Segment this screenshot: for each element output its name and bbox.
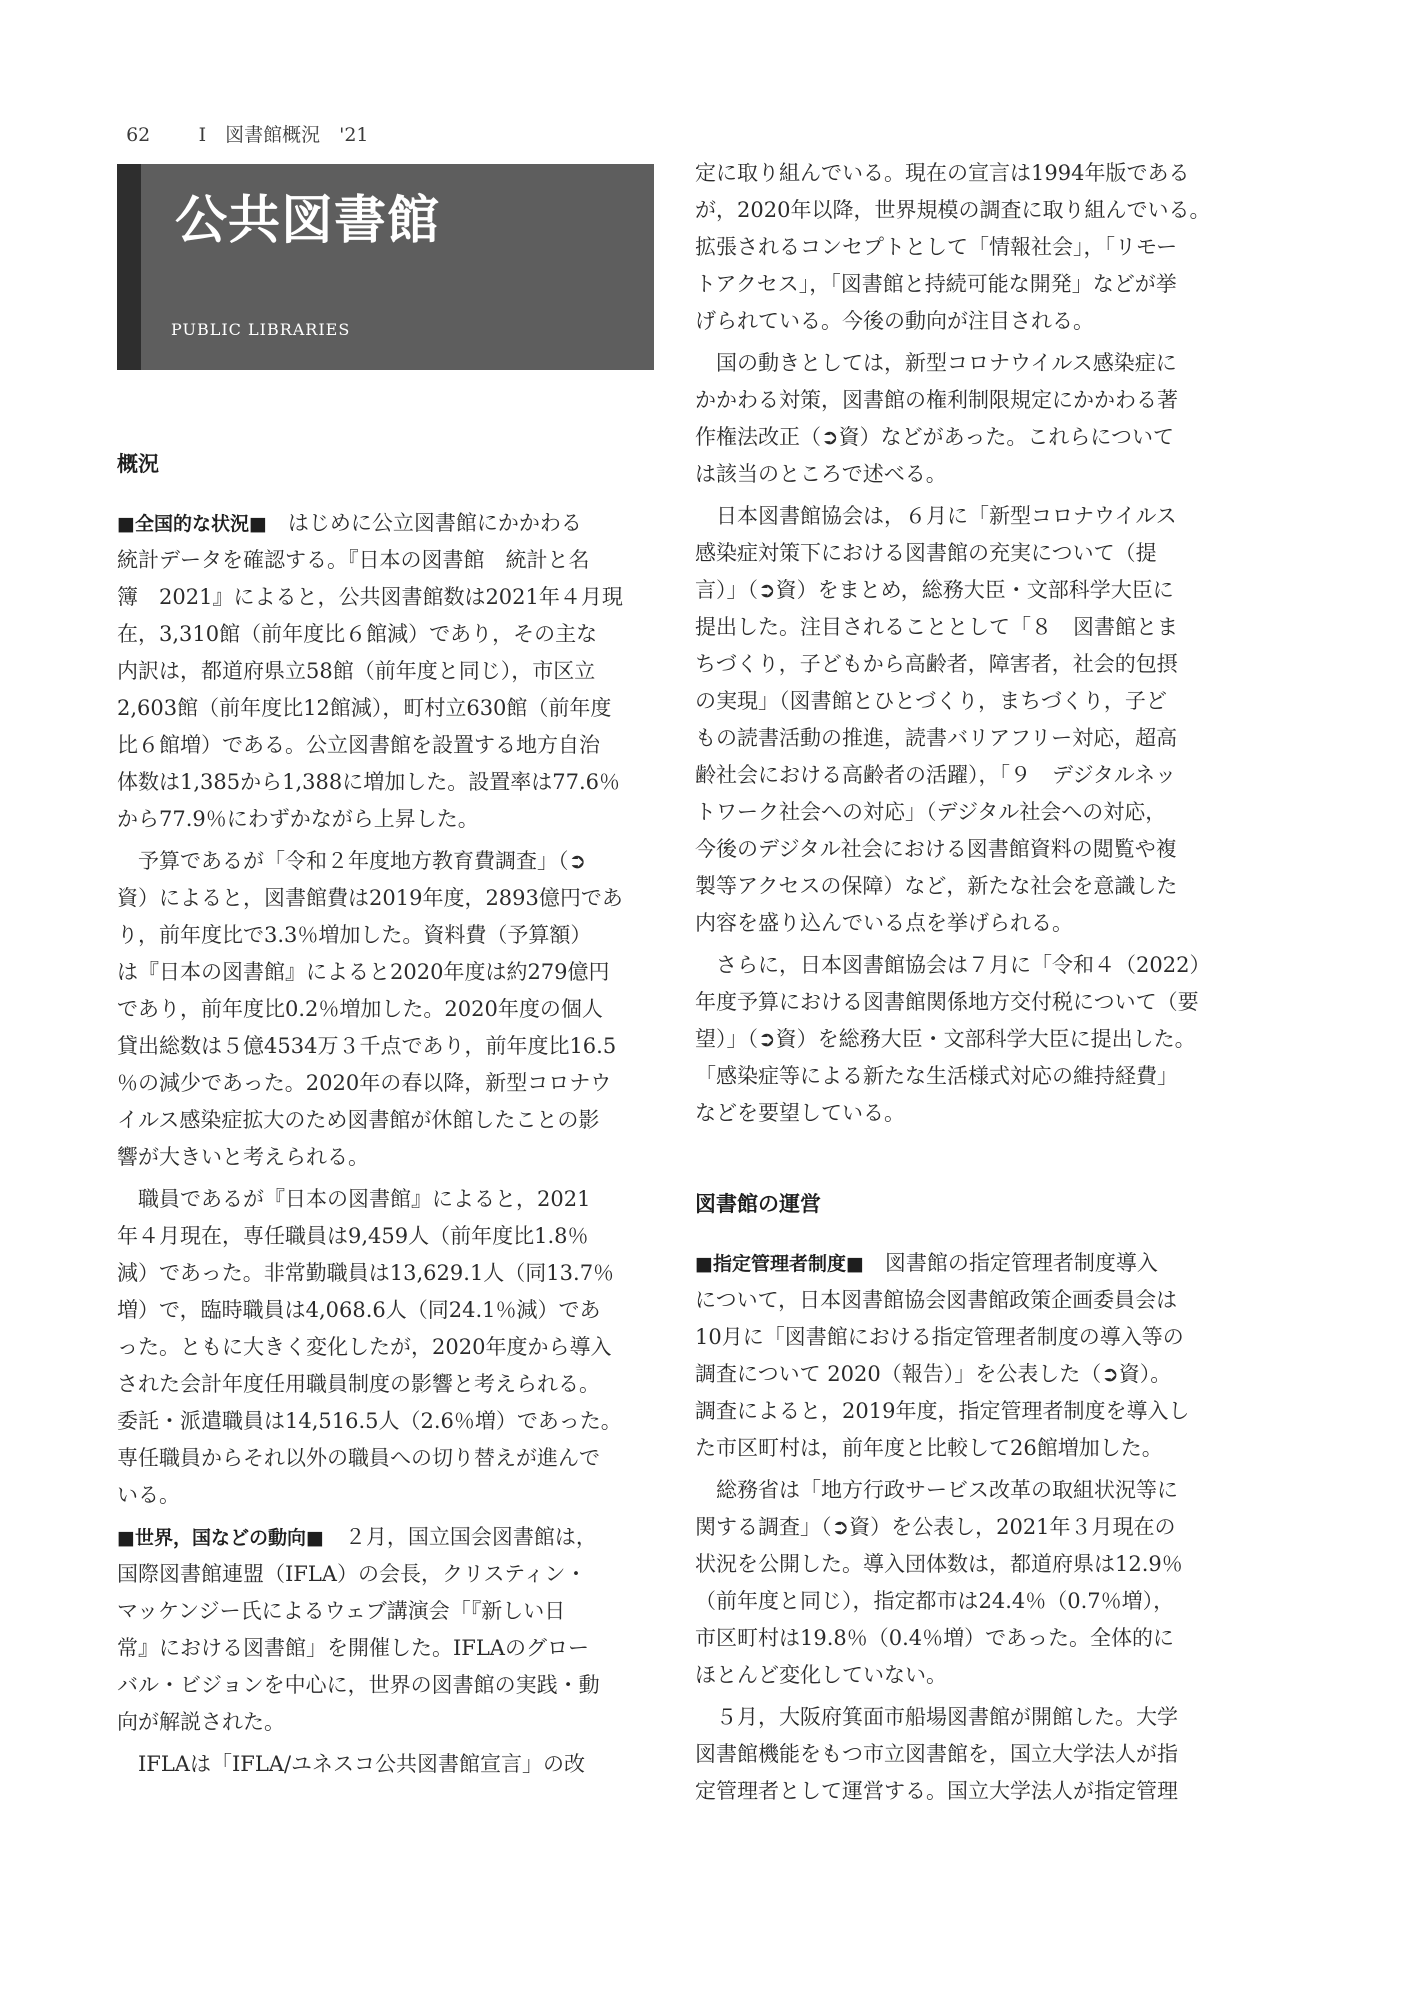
text-line: った。ともに大きく変化したが，2020年度から導入 [117, 1335, 612, 1359]
text-line: 常』における図書館」を開催した。IFLAのグロー [117, 1636, 589, 1660]
text-line: げられている。今後の動向が注目される。 [695, 309, 1094, 333]
text-line: 委託・派遣職員は14,516.5人（2.6％増）であった。 [117, 1409, 622, 1433]
text-line: 統計データを確認する。『日本の図書館 統計と名 [117, 548, 590, 572]
text-line: 年４月現在，専任職員は9,459人（前年度比1.8％ [117, 1224, 589, 1248]
text-line: は『日本の図書館』によると2020年度は約279億円 [117, 960, 610, 984]
text-line: ５月，大阪府箕面市船場図書館が開館した。大学 [716, 1705, 1178, 1729]
text-line: について，日本図書館協会図書館政策企画委員会は [695, 1288, 1178, 1312]
text-line: イルス感染症拡大のため図書館が休館したことの影 [117, 1108, 600, 1132]
text-line: 職員であるが『日本の図書館』によると，2021 [138, 1187, 591, 1211]
text-line: 体数は1,385から1,388に増加した。設置率は77.6％ [117, 770, 620, 794]
text-line: された会計年度任用職員制度の影響と考えられる。 [117, 1372, 600, 1396]
text-line: た市区町村は，前年度と比較して26館増加した。 [695, 1436, 1163, 1460]
text-line: バル・ビジョンを中心に，世界の図書館の実践・動 [117, 1673, 600, 1697]
text-line: であり，前年度比0.2％増加した。2020年度の個人 [117, 997, 603, 1021]
text-line: 向が解説された。 [117, 1710, 285, 1734]
text-line: 在，3,310館（前年度比６館減）であり，その主な [117, 622, 598, 646]
text-line: 10月に「図書館における指定管理者制度の導入等の [695, 1325, 1184, 1349]
text-line: 言）」（➲資）をまとめ，総務大臣・文部科学大臣に [695, 578, 1174, 602]
text-line: の実現」（図書館とひとづくり，まちづくり，子ど [695, 689, 1167, 713]
text-line: 減）であった。非常勤職員は13,629.1人（同13.7％ [117, 1261, 615, 1285]
text-line: ほとんど変化していない。 [695, 1663, 947, 1687]
text-line: 年度予算における図書館関係地方交付税について（要 [695, 990, 1199, 1014]
chapter-subtitle: PUBLIC LIBRARIES [171, 320, 351, 339]
text-line: 国際図書館連盟（IFLA）の会長，クリスティン・ [117, 1562, 587, 1586]
title-accent-bar [117, 164, 141, 370]
page-number: 62 [126, 124, 151, 146]
text-line: トワーク社会への対応」（デジタル社会への対応， [695, 800, 1167, 824]
runin-world: ■世界，国などの動向■ [117, 1527, 324, 1549]
chapter-title: 公共図書館 [175, 191, 441, 251]
text-line: 図書館機能をもつ市立図書館を，国立大学法人が指 [695, 1742, 1178, 1766]
text-line: ちづくり，子どもから高齢者，障害者，社会的包摂 [695, 652, 1178, 676]
text-line: は該当のところで述べる。 [695, 462, 947, 486]
text-line: 「感染症等による新たな生活様式対応の維持経費」 [695, 1064, 1178, 1088]
text-line: 今後のデジタル社会における図書館資料の閲覧や複 [695, 837, 1177, 861]
text-line: 響が大きいと考えられる。 [117, 1145, 369, 1169]
text-line: 貸出総数は５億4534万３千点であり，前年度比16.5 [117, 1034, 617, 1058]
text-line: トアクセス」，「図書館と持続可能な開発」などが挙 [695, 272, 1177, 296]
running-head [114, 98, 369, 147]
text-line: マッケンジー氏によるウェブ講演会「『新しい日 [117, 1599, 566, 1623]
text-line: かかわる対策，図書館の権利制限規定にかかわる著 [695, 388, 1178, 412]
text-line: 作権法改正（➲資）などがあった。これらについて [695, 425, 1174, 449]
text-line: 調査について 2020（報告）」を公表した（➲資）。 [695, 1362, 1172, 1386]
text-line: さらに，日本図書館協会は７月に「令和４（2022） [716, 953, 1211, 977]
text-line: 総務省は「地方行政サービス改革の取組状況等に [716, 1478, 1178, 1502]
text-line: 予算であるが「令和２年度地方教育費調査」（➲ [138, 849, 587, 873]
text-line: IFLAは「IFLA/ユネスコ公共図書館宣言」の改 [138, 1752, 586, 1776]
text-line: が，2020年以降，世界規模の調査に取り組んでいる。 [695, 198, 1211, 222]
text-line: 定管理者として運営する。国立大学法人が指定管理 [695, 1779, 1178, 1803]
text-line: 増）で，臨時職員は4,068.6人（同24.1％減）であ [117, 1298, 601, 1322]
text-line: ■全国的な状況■ はじめに公立図書館にかかわる [117, 511, 582, 535]
text-line: から77.9％にわずかながら上昇した。 [117, 807, 479, 831]
runin-national: ■全国的な状況■ [117, 513, 267, 535]
text-line: 簿 2021』によると，公共図書館数は2021年４月現 [117, 585, 623, 609]
text-line: などを要望している。 [695, 1101, 905, 1125]
text-line: ■指定管理者制度■ 図書館の指定管理者制度導入 [695, 1251, 1158, 1275]
text-line: 2,603館（前年度比12館減），町村立630館（前年度 [117, 696, 612, 720]
text-line: もの読書活動の推進，読書バリアフリー対応，超高 [695, 726, 1178, 750]
text-line: り，前年度比で3.3％増加した。資料費（予算額） [117, 923, 592, 947]
text-line: 国の動きとしては，新型コロナウイルス感染症に [716, 351, 1177, 375]
text-line: 関する調査」（➲資）を公表し，2021年３月現在の [695, 1515, 1176, 1539]
text-line: 内容を盛り込んでいる点を挙げられる。 [695, 911, 1073, 935]
text-line: 状況を公開した。導入団体数は，都道府県は12.9％ [695, 1552, 1183, 1576]
chapter-title-block [117, 164, 654, 370]
section-heading-management: 図書館の運営 [695, 1192, 821, 1216]
text-line: いる。 [117, 1483, 180, 1507]
text-line: 専任職員からそれ以外の職員への切り替えが進んで [117, 1446, 600, 1470]
text-line: 内訳は，都道府県立58館（前年度と同じ），市区立 [117, 659, 596, 683]
text-line: 市区町村は19.8％（0.4％増）であった。全体的に [695, 1626, 1174, 1650]
text-line: 望）」（➲資）を総務大臣・文部科学大臣に提出した。 [695, 1027, 1196, 1051]
text-line: （前年度と同じ），指定都市は24.4％（0.7％増）， [695, 1589, 1175, 1613]
text-line: 資）によると，図書館費は2019年度，2893億円であ [117, 886, 623, 910]
text-line: 定に取り組んでいる。現在の宣言は1994年版である [695, 161, 1190, 185]
section-heading-overview: 概況 [117, 452, 159, 476]
text-line: 日本図書館協会は，６月に「新型コロナウイルス [716, 504, 1177, 528]
text-line: 齢社会における高齢者の活躍），「９ デジタルネッ [695, 763, 1177, 787]
runin-designated: ■指定管理者制度■ [695, 1253, 864, 1275]
running-title: Ⅰ 図書館概況 '21 [198, 124, 369, 146]
text-line: 調査によると，2019年度，指定管理者制度を導入し [695, 1399, 1190, 1423]
text-line: 感染症対策下における図書館の充実について（提 [695, 541, 1157, 565]
text-line: 製等アクセスの保障）など，新たな社会を意識した [695, 874, 1178, 898]
text-line: ％の減少であった。2020年の春以降，新型コロナウ [117, 1071, 612, 1095]
text-line: 提出した。注目されることとして「８ 図書館とま [695, 615, 1178, 639]
text-line: ■世界，国などの動向■ ２月，国立国会図書館は， [117, 1525, 597, 1549]
text-line: 比６館増）である。公立図書館を設置する地方自治 [117, 733, 600, 757]
text-line: 拡張されるコンセプトとして「情報社会」，「リモー [695, 235, 1178, 259]
